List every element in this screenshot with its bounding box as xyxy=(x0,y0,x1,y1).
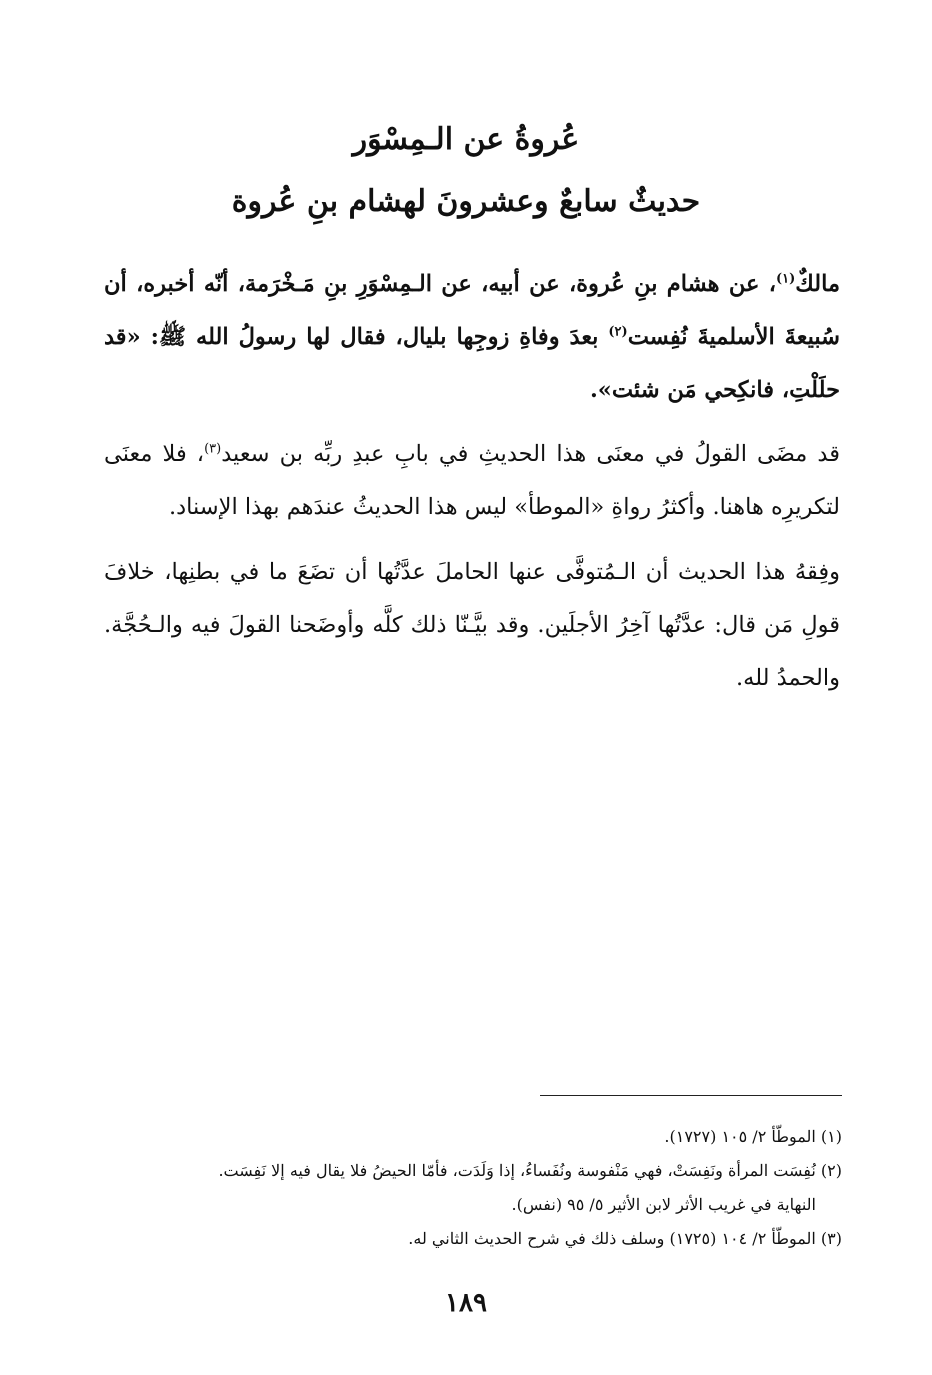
chapter-title: عُروةُ عن الـمِسْوَر xyxy=(352,122,580,157)
footnotes xyxy=(100,1120,842,1256)
footnote-2-continuation: النهاية في غريب الأثر لابن الأثير ٥/ ٩٥ (نفس). xyxy=(511,1195,816,1214)
commentary-2-text: وفِقهُ هذا الحديث أن الـمُتوفَّى عنها الحاملَ عدَّتُها أن تضَعَ ما في بطنِها، خلافَ قولِ مَن قال: عدَّتُها آخِرُ الأجلَين. وقد بيَّـنّا ذلك كلَّه وأوضَحنا القولَ فيه والـحُجَّة. والحمدُ لله. xyxy=(104,559,840,691)
hadith-text-part2: ، عن هشام بنِ عُروة، عن أبيه، عن الـمِسْوَرِ بنِ مَـخْرَمة، أنّه أخبره، أن سُبيعةَ الأسلميةَ نُفِست xyxy=(104,271,840,350)
footnote-ref-1: (١) xyxy=(775,271,796,287)
footnote-ref-2: (٢) xyxy=(608,324,628,340)
commentary-1-part1: قد مضَى القولُ في معنَى هذا الحديثِ في بابِ عبدِ ربِّه بن سعيد xyxy=(221,441,841,467)
footnote-2: (٢) نُفِسَت المرأة ونَفِسَتْ، فهي مَنْفوسة ونُفَساءُ، إذا وَلَدَت، فأمّا الحيضُ فلا يقال فيه إلا نَفِسَت. xyxy=(218,1161,842,1180)
footnote-3: (٣) الموطّأ ٢/ ١٠٤ (١٧٢٥) وسلف ذلك في شرح الحديث الثاني له. xyxy=(408,1229,842,1248)
footnote-1: (١) الموطّأ ٢/ ١٠٥ (١٧٢٧). xyxy=(664,1127,842,1146)
hadith-subtitle: حديثٌ سابعٌ وعشرونَ لهشام بنِ عُروة xyxy=(231,184,701,219)
footnote-separator xyxy=(540,1095,842,1096)
paragraph-commentary-1 xyxy=(104,428,840,534)
paragraph-hadith-text xyxy=(104,258,840,417)
footnote-ref-3: (٣) xyxy=(204,441,222,457)
commentary-1-part2: ، فلا معنَى لتكريرِه هاهنا. وأكثرُ رواةِ «الموطأ» ليس هذا الحديثُ عندَهم بهذا الإسناد. xyxy=(104,441,840,520)
hadith-text-part1: مالكٌ xyxy=(795,271,840,297)
page-number: ١٨٩ xyxy=(445,1288,487,1318)
hadith-text-part3: بعدَ وفاةِ زوجِها بليال، فقال لها رسولُ الله ﷺ: «قد حلَلْتِ، فانكِحي مَن شئت». xyxy=(104,324,840,403)
paragraph-commentary-2 xyxy=(104,546,840,705)
